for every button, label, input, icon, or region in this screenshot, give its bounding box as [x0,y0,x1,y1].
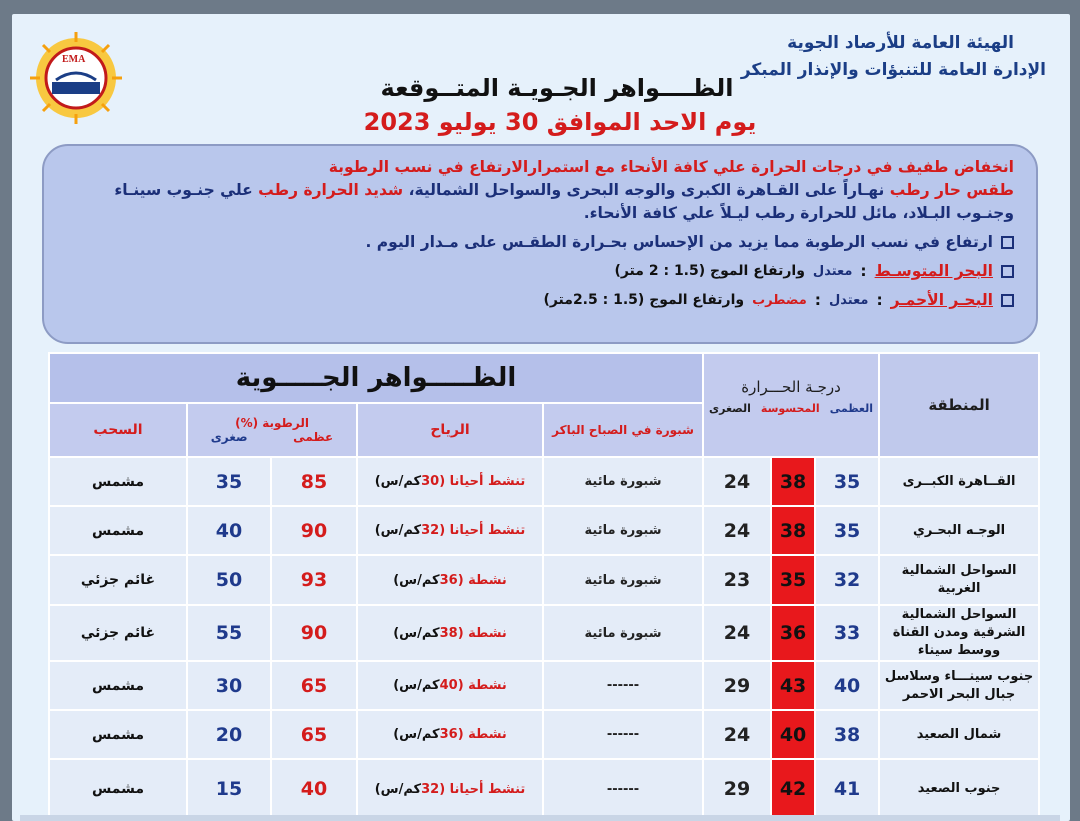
temp-feel-cell: 38 [771,457,815,506]
header-region: المنطقة [879,353,1039,457]
region-cell: الوجـه البحـري [879,506,1039,555]
region-cell: السواحل الشمالية الشرقية ومدن القناة ووسط سيناء [879,605,1039,661]
temp-max-cell: 38 [815,710,879,759]
mediterranean-sea-state: البحر المتوسـط : معتدل وارتفاع الموج (1.5 : 2 متر) [64,260,1014,283]
humidity-min-cell: 55 [187,605,271,661]
page-bottom-shadow [20,815,1060,821]
temp-min-cell: 24 [703,605,771,661]
temp-min-cell: 24 [703,710,771,759]
temp-max-cell: 40 [815,661,879,710]
humidity-min-cell: 20 [187,710,271,759]
temp-max-cell: 35 [815,506,879,555]
header-humidity: الرطوبة (%) عظمى صغرى [187,403,357,457]
temp-min-cell: 24 [703,506,771,555]
temp-feel-cell: 35 [771,555,815,605]
humidity-max-cell: 90 [271,605,357,661]
checkbox-icon [1001,236,1014,249]
humidity-max-cell: 90 [271,506,357,555]
humidity-max-cell: 65 [271,661,357,710]
wind-cell: نشطة (36كم/س) [357,555,543,605]
header-wind: الرياح [357,403,543,457]
summary-line-2: طقس حار رطب نهـاراً على القـاهرة الكبرى والوجه البحرى والسواحل الشمالية، شديد الحرارة رطب علي جنـوب سينـاء [114,181,1014,199]
forecast-table [48,352,1038,814]
ema-logo-icon [28,30,124,126]
temp-max-cell: 32 [815,555,879,605]
temp-min-cell: 24 [703,457,771,506]
page-title: الظــــواهر الجـويـة المتــوقعة [380,74,734,102]
wind-cell: تنشط أحيانا (32كم/س) [357,759,543,819]
agency-department: الإدارة العامة للتنبؤات والإنذار المبكر [740,60,1046,80]
fog-cell: شبورة مائية [543,605,703,661]
temp-min-cell: 29 [703,759,771,819]
table-row [49,759,1039,819]
clouds-cell: مشمس [49,506,187,555]
table-row [49,661,1039,710]
fog-cell: شبورة مائية [543,555,703,605]
humidity-max-cell: 65 [271,710,357,759]
humidity-max-cell: 40 [271,759,357,819]
region-cell: جنوب سينـــاء وسلاسل جبال البحر الاحمر [879,661,1039,710]
humidity-max-cell: 93 [271,555,357,605]
fog-cell: شبورة مائية [543,457,703,506]
agency-name: الهيئة العامة للأرصاد الجوية [787,33,1014,53]
temp-max-cell: 41 [815,759,879,819]
fog-cell: ------ [543,759,703,819]
region-cell: السواحل الشمالية الغربية [879,555,1039,605]
clouds-cell: مشمس [49,710,187,759]
header-phenomena: الظـــــواهر الجـــــوية [49,353,703,403]
fog-cell: ------ [543,661,703,710]
checkbox-icon [1001,265,1014,278]
clouds-cell: مشمس [49,759,187,819]
temp-min-cell: 23 [703,555,771,605]
wind-cell: نشطة (40كم/س) [357,661,543,710]
humidity-min-cell: 15 [187,759,271,819]
table-row [49,457,1039,506]
table-row [49,605,1039,661]
humidity-min-cell: 30 [187,661,271,710]
temp-feel-cell: 38 [771,506,815,555]
fog-cell: شبورة مائية [543,506,703,555]
region-cell: شمال الصعيد [879,710,1039,759]
table-row [49,710,1039,759]
temp-min-cell: 29 [703,661,771,710]
table-row [49,506,1039,555]
summary-line-3: وجنـوب البـلاد، مائل للحرارة رطب ليـلاً علي كافة الأنحاء. [583,204,1014,222]
region-cell: جنوب الصعيد [879,759,1039,819]
humidity-min-cell: 40 [187,506,271,555]
wind-cell: تنشط أحيانا (32كم/س) [357,506,543,555]
logo-text: EMA [62,54,86,65]
temp-feel-cell: 40 [771,710,815,759]
header-temperature: درجـة الحـــرارة العظمى المحسوسة الصغرى [703,353,879,457]
summary-panel [42,144,1038,344]
header-clouds: السحب [49,403,187,457]
humidity-min-cell: 50 [187,555,271,605]
red-sea-state: البحـر الأحمـر : معتدل : مضطرب وارتفاع الموج (1.5 : 2.5متر) [64,289,1014,312]
wind-cell: تنشط أحيانا (30كم/س) [357,457,543,506]
temp-feel-cell: 42 [771,759,815,819]
humidity-max-cell: 85 [271,457,357,506]
table-row [49,555,1039,605]
clouds-cell: غائم جزئي [49,555,187,605]
temp-feel-cell: 36 [771,605,815,661]
summary-headline: انخفاض طفيف في درجات الحرارة علي كافة الأنحاء مع استمرارالارتفاع في نسب الرطوبة [328,158,1014,176]
clouds-cell: مشمس [49,457,187,506]
header-fog: شبورة في الصباح الباكر [543,403,703,457]
clouds-cell: مشمس [49,661,187,710]
humidity-min-cell: 35 [187,457,271,506]
checkbox-icon [1001,294,1014,307]
temp-feel-cell: 43 [771,661,815,710]
fog-cell: ------ [543,710,703,759]
temp-max-cell: 35 [815,457,879,506]
region-cell: القــاهرة الكبــرى [879,457,1039,506]
forecast-date: يوم الاحد الموافق 30 يوليو 2023 [363,108,757,136]
temp-max-cell: 33 [815,605,879,661]
clouds-cell: غائم جزئي [49,605,187,661]
wind-cell: نشطة (36كم/س) [357,710,543,759]
wind-cell: نشطة (38كم/س) [357,605,543,661]
bulletin-page [12,14,1070,821]
humidity-note: ارتفاع في نسب الرطوبة مما يزيد من الإحساس بحـرارة الطقـس على مـدار اليوم . [64,231,1014,254]
